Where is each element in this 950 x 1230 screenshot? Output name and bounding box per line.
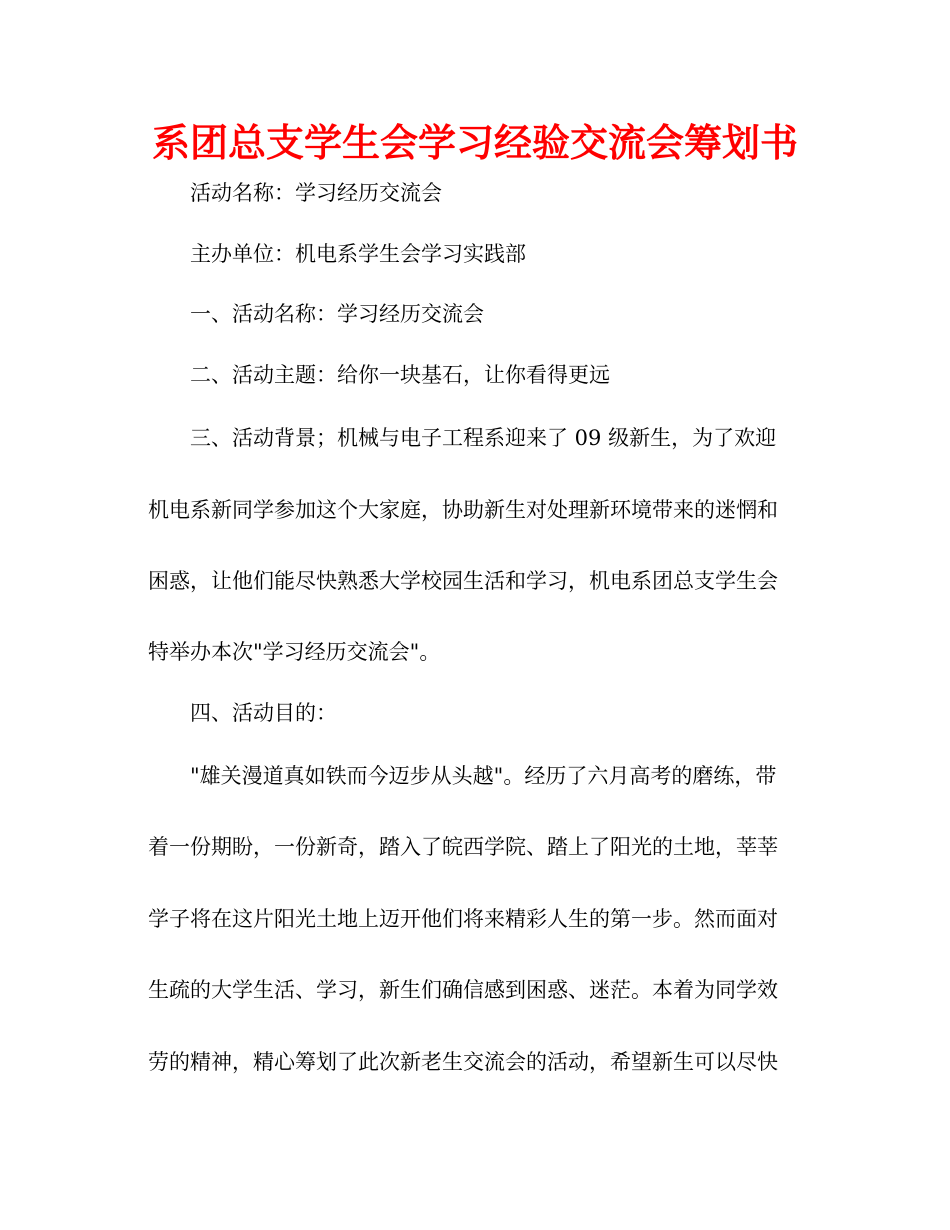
- paragraph-line: 劳的精神，精心筹划了此次新老生交流会的活动，希望新生可以尽快: [148, 1050, 778, 1074]
- paragraph-line: 学子将在这片阳光土地上迈开他们将来精彩人生的第一步。然而面对: [148, 907, 778, 931]
- paragraph-line: 生疏的大学生活、学习，新生们确信感到困惑、迷茫。本着为同学效: [148, 978, 778, 1002]
- section-1-heading: 一、活动名称：学习经历交流会: [190, 302, 484, 326]
- paragraph-line: 特举办本次"学习经历交流会"。: [148, 640, 441, 664]
- paragraph-line: 困惑，让他们能尽快熟悉大学校园生活和学习，机电系团总支学生会: [148, 569, 778, 593]
- section-2-heading: 二、活动主题：给你一块基石，让你看得更远: [190, 363, 610, 387]
- section-4-heading: 四、活动目的：: [190, 701, 337, 725]
- paragraph-line: 着一份期盼，一份新奇，踏入了皖西学院、踏上了阳光的土地，莘莘: [148, 835, 778, 859]
- paragraph-line: 三、活动背景；机械与电子工程系迎来了 09 级新生，为了欢迎: [190, 426, 777, 450]
- document-title: 系团总支学生会学习经验交流会筹划书: [151, 121, 798, 165]
- activity-name-line: 活动名称：学习经历交流会: [190, 181, 442, 205]
- organizer-line: 主办单位：机电系学生会学习实践部: [190, 242, 526, 266]
- paragraph-line: "雄关漫道真如铁而今迈步从头越"。经历了六月高考的磨练，带: [190, 764, 777, 788]
- paragraph-line: 机电系新同学参加这个大家庭，协助新生对处理新环境带来的迷惘和: [148, 498, 778, 522]
